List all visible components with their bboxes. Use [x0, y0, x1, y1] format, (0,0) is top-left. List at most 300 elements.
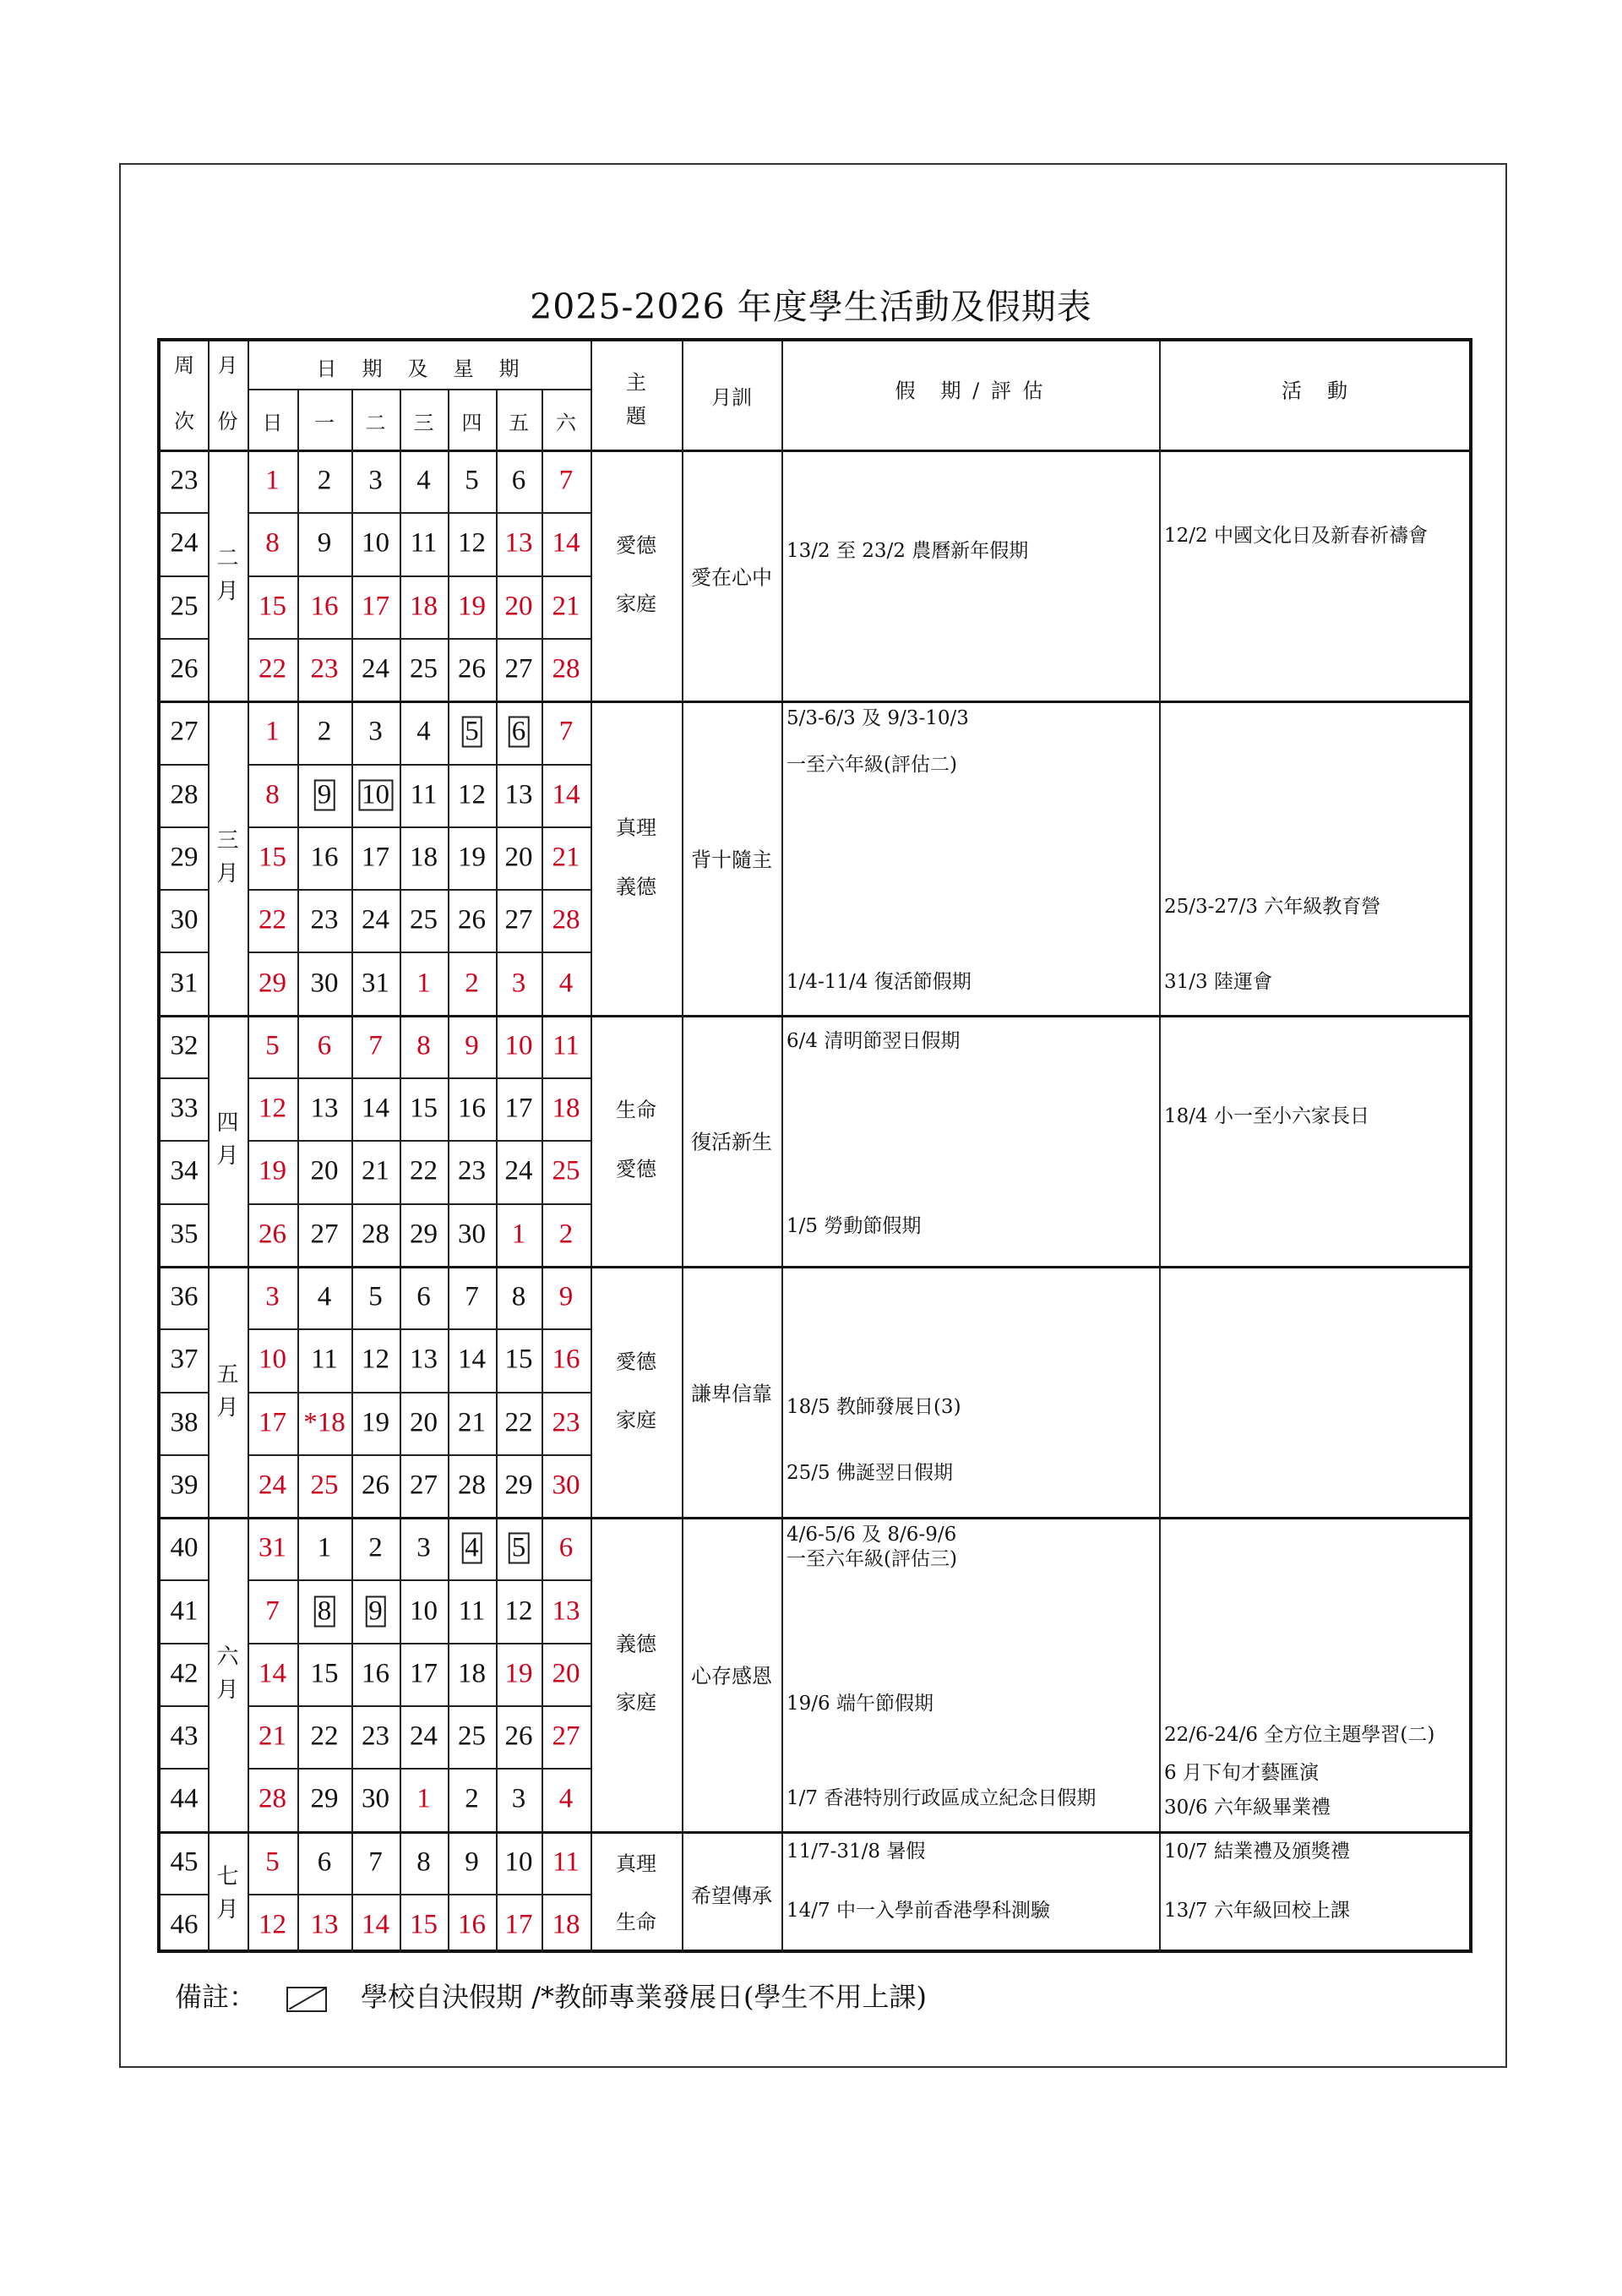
- row-line: [248, 1643, 591, 1644]
- date-cell: 26: [458, 904, 486, 935]
- date-cell: 13: [310, 1093, 339, 1124]
- col-line: [1159, 341, 1161, 1953]
- day-col-line: [400, 389, 401, 1953]
- row-line: [161, 575, 208, 577]
- date-cell: 31: [259, 1532, 286, 1563]
- date-cell: 16: [362, 1658, 389, 1689]
- date-cell: 7: [558, 716, 574, 747]
- month-motto: 愛在心中: [691, 565, 772, 590]
- date-cell: 27: [504, 904, 533, 935]
- date-cell: 22: [310, 1721, 339, 1752]
- holiday-entry: 1/7 香港特別行政區成立紀念日假期: [787, 1786, 1097, 1809]
- date-cell: 10: [410, 1595, 438, 1627]
- date-cell: 28: [458, 1470, 486, 1501]
- row-line: [161, 1203, 208, 1205]
- date-cell: 23: [362, 1721, 389, 1752]
- date-cell: 3: [416, 1532, 431, 1563]
- date-cell: 6: [558, 1532, 574, 1563]
- date-cell: 15: [310, 1658, 339, 1689]
- date-cell: 5: [368, 1281, 383, 1312]
- date-cell: 4: [416, 716, 431, 747]
- month-name: 三月: [216, 827, 239, 886]
- row-line: [248, 638, 591, 640]
- week-number: 38: [170, 1407, 199, 1438]
- activity-entry: 30/6 六年級畢業禮: [1164, 1796, 1331, 1819]
- month-theme: 愛德家庭: [616, 533, 656, 616]
- date-cell: 27: [504, 653, 533, 684]
- row-line: [248, 1203, 591, 1205]
- date-cell: 12: [458, 527, 486, 559]
- row-line: [161, 1392, 208, 1393]
- date-cell: 9: [317, 527, 332, 559]
- date-cell: 10: [358, 779, 393, 810]
- date-cell: 18: [552, 1093, 580, 1124]
- date-cell: 28: [259, 1783, 286, 1814]
- date-cell: 24: [259, 1470, 286, 1501]
- header-weekday: 三: [413, 411, 434, 435]
- header-weekday: 日: [262, 411, 283, 435]
- week-number: 26: [170, 653, 199, 684]
- date-cell: 26: [259, 1219, 286, 1250]
- header-theme-bottom: 題: [626, 404, 646, 428]
- date-cell: 12: [504, 1595, 533, 1627]
- note-legend: 學校自決假期 /*教師專業發展日(學生不用上課): [361, 1981, 927, 2013]
- holiday-entry: 13/2 至 23/2 農曆新年假期: [787, 539, 1029, 562]
- date-cell: 11: [410, 527, 438, 559]
- row-line: [248, 1077, 591, 1079]
- holiday-entry: 18/5 教師發展日(3): [787, 1396, 961, 1419]
- month-theme: 真理生命: [616, 1852, 656, 1934]
- header-month-bottom: 份: [217, 409, 238, 434]
- date-cell: 19: [458, 591, 486, 622]
- date-cell: 28: [552, 653, 580, 684]
- date-cell: 10: [259, 1344, 286, 1375]
- row-line: [161, 1705, 208, 1707]
- header-week-bottom: 次: [174, 409, 194, 434]
- date-cell: 12: [259, 1093, 286, 1124]
- row-line: [248, 1454, 591, 1456]
- date-cell: 15: [259, 842, 286, 873]
- date-cell: 17: [504, 1909, 533, 1940]
- date-cell: 7: [558, 465, 574, 496]
- date-cell: 25: [310, 1470, 339, 1501]
- week-number: 23: [170, 465, 199, 496]
- date-cell: 15: [410, 1909, 438, 1940]
- date-cell: 10: [504, 1846, 533, 1878]
- date-cell: 20: [410, 1407, 438, 1438]
- row-line: [248, 512, 591, 514]
- date-cell: *18: [303, 1407, 346, 1438]
- week-number: 44: [170, 1783, 199, 1814]
- month-motto: 心存感恩: [691, 1664, 772, 1688]
- day-col-line: [448, 389, 449, 1953]
- header-holiday: 假 期 / 評 估: [895, 379, 1046, 403]
- date-cell: 1: [416, 968, 431, 999]
- month-motto: 謙卑信靠: [691, 1382, 772, 1405]
- header-weekday: 五: [509, 411, 529, 435]
- date-cell: 3: [368, 716, 383, 747]
- date-cell: 21: [259, 1721, 286, 1752]
- week-number: 29: [170, 842, 199, 873]
- date-cell: 7: [368, 1030, 383, 1061]
- date-cell: 29: [410, 1219, 438, 1250]
- date-cell: 28: [362, 1219, 389, 1250]
- footnote: [175, 1976, 927, 2015]
- row-line: [161, 1077, 208, 1079]
- date-cell: 11: [458, 1595, 486, 1627]
- holiday-entry: 一至六年級(評估三): [787, 1548, 957, 1571]
- date-cell: 10: [504, 1030, 533, 1061]
- date-cell: 26: [458, 653, 486, 684]
- date-cell: 25: [458, 1721, 486, 1752]
- header-activity: 活 動: [1282, 379, 1350, 403]
- header-theme-top: 主: [626, 370, 646, 395]
- date-cell: 5: [265, 1846, 280, 1878]
- week-number: 35: [170, 1219, 199, 1250]
- date-cell: 17: [259, 1407, 286, 1438]
- month-theme: 真理義德: [616, 815, 656, 898]
- date-cell: 21: [362, 1155, 389, 1186]
- row-line: [161, 1140, 208, 1142]
- date-cell: 4: [317, 1281, 332, 1312]
- date-cell: 16: [552, 1344, 580, 1375]
- activity-entry: 6 月下旬才藝匯演: [1164, 1761, 1319, 1784]
- holiday-entry: 19/6 端午節假期: [787, 1693, 933, 1715]
- date-cell: 1: [265, 465, 280, 496]
- date-cell: 13: [310, 1909, 339, 1940]
- week-number: 25: [170, 591, 199, 622]
- row-line: [248, 575, 591, 577]
- header-week-top: 周: [174, 353, 194, 378]
- month-separator: [161, 1517, 1472, 1519]
- date-cell: 17: [362, 591, 389, 622]
- date-cell: 1: [265, 716, 280, 747]
- date-cell: 6: [317, 1030, 332, 1061]
- week-number: 30: [170, 904, 199, 935]
- holiday-entry: 一至六年級(評估二): [787, 754, 957, 777]
- row-line: [248, 1392, 591, 1393]
- col-line: [682, 341, 683, 1953]
- header-weekday: 四: [461, 411, 482, 435]
- date-cell: 24: [362, 904, 389, 935]
- week-number: 24: [170, 527, 199, 559]
- date-cell: 15: [504, 1344, 533, 1375]
- month-theme: 生命愛德: [616, 1098, 656, 1181]
- header-weekday: 六: [556, 411, 576, 435]
- date-cell: 29: [259, 968, 286, 999]
- date-cell: 5: [465, 465, 479, 496]
- date-cell: 16: [458, 1909, 486, 1940]
- date-cell: 19: [259, 1155, 286, 1186]
- date-cell: 9: [365, 1595, 386, 1627]
- date-cell: 14: [458, 1344, 486, 1375]
- date-cell: 24: [504, 1155, 533, 1186]
- month-theme: 愛德家庭: [616, 1349, 656, 1432]
- date-cell: 5: [509, 1533, 530, 1564]
- col-line: [248, 341, 249, 1953]
- date-cell: 3: [265, 1281, 280, 1312]
- date-cell: 2: [558, 1219, 574, 1250]
- date-cell: 12: [259, 1909, 286, 1940]
- date-cell: 20: [552, 1658, 580, 1689]
- row-line: [248, 764, 591, 766]
- date-cell: 21: [458, 1407, 486, 1438]
- activity-entry: 13/7 六年級回校上課: [1164, 1900, 1350, 1922]
- date-cell: 12: [362, 1344, 389, 1375]
- date-cell: 2: [465, 1783, 479, 1814]
- week-number: 28: [170, 779, 199, 810]
- date-cell: 8: [416, 1030, 431, 1061]
- header-weekday: 二: [365, 411, 386, 435]
- date-cell: 20: [504, 842, 533, 873]
- date-cell: 29: [310, 1783, 339, 1814]
- date-cell: 17: [504, 1093, 533, 1124]
- month-name: 六月: [216, 1644, 239, 1703]
- day-col-line: [496, 389, 498, 1953]
- date-cell: 30: [310, 968, 339, 999]
- row-line: [248, 1705, 591, 1707]
- week-number: 34: [170, 1155, 199, 1186]
- date-cell: 19: [504, 1658, 533, 1689]
- row-line: [248, 1579, 591, 1581]
- date-cell: 18: [552, 1909, 580, 1940]
- date-cell: 22: [504, 1407, 533, 1438]
- date-cell: 1: [317, 1532, 332, 1563]
- header-dates-label: 日 期 及 星 期: [316, 357, 522, 381]
- col-line: [208, 341, 210, 1953]
- activity-entry: 12/2 中國文化日及新春祈禱會: [1164, 525, 1428, 548]
- week-number: 41: [170, 1595, 199, 1627]
- date-cell: 22: [410, 1155, 438, 1186]
- date-cell: 26: [362, 1470, 389, 1501]
- date-cell: 18: [458, 1658, 486, 1689]
- week-number: 39: [170, 1470, 199, 1501]
- date-cell: 8: [416, 1846, 431, 1878]
- week-number: 45: [170, 1846, 199, 1878]
- row-line: [161, 1579, 208, 1581]
- date-cell: 4: [416, 465, 431, 496]
- date-cell: 15: [410, 1093, 438, 1124]
- school-holiday-legend-icon: [286, 1987, 327, 2012]
- date-cell: 23: [458, 1155, 486, 1186]
- week-number: 31: [170, 968, 199, 999]
- date-cell: 22: [259, 653, 286, 684]
- month-name: 四月: [216, 1110, 239, 1170]
- row-line: [161, 1643, 208, 1644]
- row-line: [161, 1454, 208, 1456]
- month-name: 二月: [216, 545, 239, 604]
- holiday-entry: 25/5 佛誕翌日假期: [787, 1461, 953, 1484]
- date-cell: 23: [552, 1407, 580, 1438]
- date-cell: 8: [265, 779, 280, 810]
- date-cell: 25: [410, 653, 438, 684]
- date-cell: 5: [461, 717, 482, 748]
- row-line: [248, 952, 591, 953]
- row-line: [161, 826, 208, 828]
- date-cell: 27: [310, 1219, 339, 1250]
- header-bottom-line: [161, 450, 1472, 452]
- month-separator: [161, 1266, 1472, 1268]
- date-cell: 13: [504, 527, 533, 559]
- date-cell: 30: [458, 1219, 486, 1250]
- date-cell: 16: [310, 842, 339, 873]
- date-cell: 23: [310, 653, 339, 684]
- month-name: 七月: [216, 1863, 239, 1922]
- row-line: [161, 764, 208, 766]
- row-line: [248, 1768, 591, 1770]
- date-cell: 7: [368, 1846, 383, 1878]
- date-cell: 17: [410, 1658, 438, 1689]
- date-cell: 14: [552, 779, 580, 810]
- date-cell: 2: [465, 968, 479, 999]
- date-cell: 3: [511, 1783, 526, 1814]
- header-month-top: 月: [217, 353, 238, 378]
- activity-entry: 10/7 結業禮及頒獎禮: [1164, 1841, 1350, 1863]
- date-cell: 29: [504, 1470, 533, 1501]
- holiday-entry: 14/7 中一入學前香港學科測驗: [787, 1900, 1050, 1922]
- holiday-entry: 4/6-5/6 及 8/6-9/6: [787, 1523, 957, 1546]
- month-theme: 義德家庭: [616, 1632, 656, 1715]
- date-cell: 3: [368, 465, 383, 496]
- date-cell: 19: [458, 842, 486, 873]
- date-cell: 13: [552, 1595, 580, 1627]
- month-motto: 背十隨主: [691, 848, 772, 872]
- holiday-entry: 11/7-31/8 暑假: [787, 1841, 926, 1863]
- note-label: 備註：: [175, 1981, 257, 2013]
- date-cell: 4: [558, 968, 574, 999]
- holiday-entry: 1/4-11/4 復活節假期: [787, 970, 972, 993]
- date-cell: 25: [552, 1155, 580, 1186]
- date-cell: 13: [504, 779, 533, 810]
- date-cell: 13: [410, 1344, 438, 1375]
- date-cell: 6: [416, 1281, 431, 1312]
- row-line: [161, 1328, 208, 1330]
- date-cell: 7: [265, 1595, 280, 1627]
- date-cell: 17: [362, 842, 389, 873]
- date-cell: 15: [259, 591, 286, 622]
- row-line: [161, 512, 208, 514]
- week-number: 36: [170, 1281, 199, 1312]
- date-cell: 16: [458, 1093, 486, 1124]
- month-motto: 希望傳承: [691, 1884, 772, 1908]
- day-col-line: [297, 389, 299, 1953]
- week-number: 27: [170, 716, 199, 747]
- date-cell: 11: [552, 1846, 580, 1878]
- week-number: 32: [170, 1030, 199, 1061]
- date-cell: 4: [558, 1783, 574, 1814]
- activity-entry: 31/3 陸運會: [1164, 970, 1272, 993]
- col-line: [781, 341, 783, 1953]
- date-cell: 20: [310, 1155, 339, 1186]
- date-cell: 23: [310, 904, 339, 935]
- month-separator: [161, 701, 1472, 703]
- row-line: [248, 1328, 591, 1330]
- date-cell: 2: [317, 465, 332, 496]
- week-number: 37: [170, 1344, 199, 1375]
- date-cell: 19: [362, 1407, 389, 1438]
- date-cell: 24: [410, 1721, 438, 1752]
- date-cell: 11: [552, 1030, 580, 1061]
- date-cell: 6: [509, 717, 530, 748]
- date-cell: 25: [410, 904, 438, 935]
- holiday-entry: 5/3-6/3 及 9/3-10/3: [787, 706, 969, 729]
- row-line: [248, 1894, 591, 1895]
- week-number: 40: [170, 1532, 199, 1563]
- date-cell: 21: [552, 591, 580, 622]
- month-motto: 復活新生: [691, 1130, 772, 1154]
- header-weekday: 一: [314, 411, 335, 435]
- date-cell: 31: [362, 968, 389, 999]
- date-cell: 6: [511, 465, 526, 496]
- date-cell: 14: [362, 1909, 389, 1940]
- date-cell: 5: [265, 1030, 280, 1061]
- day-col-line: [542, 389, 543, 1953]
- date-cell: 30: [552, 1470, 580, 1501]
- week-number: 43: [170, 1721, 199, 1752]
- row-line: [248, 889, 591, 891]
- month-separator: [161, 1831, 1472, 1834]
- date-cell: 20: [504, 591, 533, 622]
- date-cell: 8: [314, 1595, 335, 1627]
- date-cell: 18: [410, 842, 438, 873]
- row-line: [161, 889, 208, 891]
- date-cell: 24: [362, 653, 389, 684]
- month-separator: [161, 1015, 1472, 1017]
- date-cell: 9: [314, 779, 335, 810]
- row-line: [248, 826, 591, 828]
- row-line: [161, 638, 208, 640]
- date-cell: 22: [259, 904, 286, 935]
- date-cell: 2: [317, 716, 332, 747]
- holiday-entry: 1/5 勞動節假期: [787, 1215, 922, 1238]
- activity-entry: 22/6-24/6 全方位主題學習(二): [1164, 1724, 1435, 1747]
- date-cell: 30: [362, 1783, 389, 1814]
- col-line: [591, 341, 592, 1953]
- date-cell: 1: [511, 1219, 526, 1250]
- header-motto: 月訓: [711, 385, 752, 410]
- day-col-line: [351, 389, 353, 1953]
- date-cell: 16: [310, 591, 339, 622]
- date-cell: 9: [558, 1281, 574, 1312]
- row-line: [161, 1768, 208, 1770]
- row-line: [161, 952, 208, 953]
- date-cell: 21: [552, 842, 580, 873]
- date-cell: 27: [552, 1721, 580, 1752]
- row-line: [161, 1894, 208, 1895]
- row-line: [248, 1140, 591, 1142]
- page-title: 2025-2026 年度學生活動及假期表: [530, 286, 1092, 327]
- date-cell: 26: [504, 1721, 533, 1752]
- month-name: 五月: [216, 1361, 239, 1421]
- activity-entry: 18/4 小一至小六家長日: [1164, 1104, 1369, 1127]
- week-number: 46: [170, 1909, 199, 1940]
- date-cell: 11: [410, 779, 438, 810]
- date-cell: 4: [461, 1533, 482, 1564]
- date-cell: 1: [416, 1783, 431, 1814]
- date-cell: 27: [410, 1470, 438, 1501]
- date-cell: 14: [259, 1658, 286, 1689]
- calendar-table: [157, 338, 1472, 1953]
- date-cell: 2: [368, 1532, 383, 1563]
- date-cell: 8: [511, 1281, 526, 1312]
- week-number: 42: [170, 1658, 199, 1689]
- week-number: 33: [170, 1093, 199, 1124]
- date-cell: 18: [410, 591, 438, 622]
- date-cell: 7: [465, 1281, 479, 1312]
- date-cell: 9: [465, 1846, 479, 1878]
- date-cell: 12: [458, 779, 486, 810]
- activity-entry: 25/3-27/3 六年級教育營: [1164, 895, 1381, 918]
